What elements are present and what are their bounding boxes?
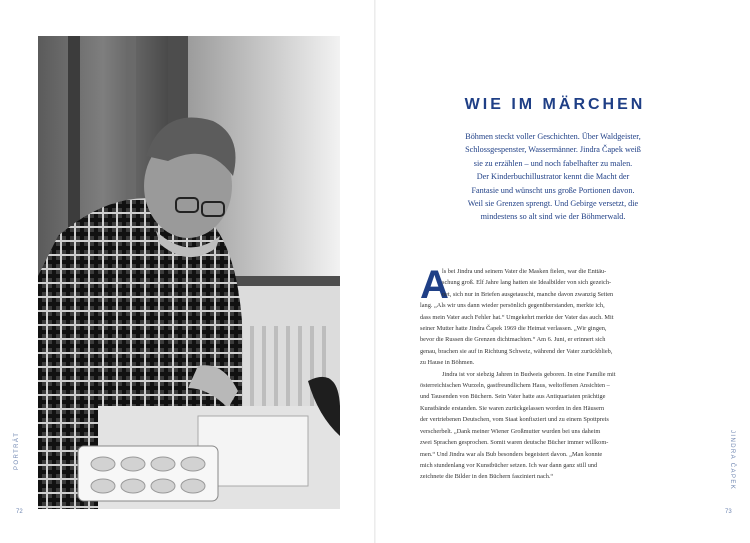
body-line: lang. „Als wir uns dann wieder persönlich gegenüberstanden, merkte ich, [420,302,605,310]
body-line: österreichischen Wurzeln, gastfreundlichem Haus, weltoffenen Ansichten – [420,382,610,390]
page-number-right: 73 [725,509,732,515]
body-line: und Tausenden von Büchern. Sein Vater hatte aus Antiquariaten prächtige [420,393,606,401]
intro-line: Fantasie und wünscht uns große Portionen davon. [471,185,635,195]
drop-cap: A [420,263,449,307]
spine-gutter [374,0,376,543]
body-line: mich stundenlang vor Kunstbücher setzen. Ich war dann ganz still und [420,461,598,469]
body-line: dass mein Vater auch Fehler hat.“ Umgekehrt merkte der Vater das auch. Mit [420,313,614,321]
portrait-photo [38,36,340,509]
body-line: verscherbelt. „Dank meiner Wiener Großmutter wurden bei uns daheim [420,427,601,435]
section-label: PORTRÄT [14,431,20,470]
intro-line: mindestens so alt sind wie der Böhmerwald. [480,212,626,222]
body-line: genau, brachen sie auf in Richtung Schweiz, während der Vater zurückblieb, [420,347,613,355]
intro-line: Böhmen steckt voller Geschichten. Über Waldgeister, [465,132,641,141]
body-line: zwei Sprachen gesprochen. Somit waren deutsche Bücher immer willkom- [420,439,609,447]
page-number-left: 72 [16,509,23,515]
body-line: Jindra ist vor siebzig Jahren in Budweis geboren. In eine Familie mit [442,370,616,378]
body-line: ls bei Jindra und seinem Vater die Masken fielen, war die Enttäu- [442,268,607,275]
body-line: men.“ Und Jindra war als Bub besonders begeistert davon. „Man konnte [420,450,603,458]
body-line: zeichnete die Bilder in den Büchern fasziniert nach.“ [420,473,554,481]
body-line: der vertriebenen Deutschen, vom Staat konfisziert und zu einem Spottpreis [420,416,609,424]
intro-line: Der Kinderbuchillustrator kennt die Macht der [476,172,630,182]
body-line: seiner Mutter hatte Jindra Čapek 1969 die Heimat verlassen. „Wir gingen, [420,325,607,333]
body-line: Kunstbände erstanden. Sie waren zurückgelassen worden in den Häusern [420,404,605,412]
body-line: zu Hause in Böhmen. [420,359,475,367]
body-line: schung groß. Elf Jahre lang hatten sie Idealbilder von sich gezeich- [442,279,612,287]
subject-label: JINDRA ČAPEK [729,430,735,491]
intro-line: Weil sie Grenzen sprengt. Und Gebirge versetzt, die [467,199,639,209]
intro-line: Schlossgespenster, Wassermänner. Jindra Čapek weiß [465,145,641,155]
body-text [420,263,682,483]
body-line: net, sich nur in Briefen ausgetauscht, manche davon zwanzig Seiten [442,290,614,298]
article-headline: WIE IM MÄRCHEN [464,96,646,113]
intro-paragraph [428,130,678,224]
body-line: bevor die Russen die Grenzen dichtmachten.“ Am 6. Juni, er erinnert sich [420,336,606,344]
intro-line: sie zu erzählen – und noch fabelhafter zu malen. [473,158,633,168]
